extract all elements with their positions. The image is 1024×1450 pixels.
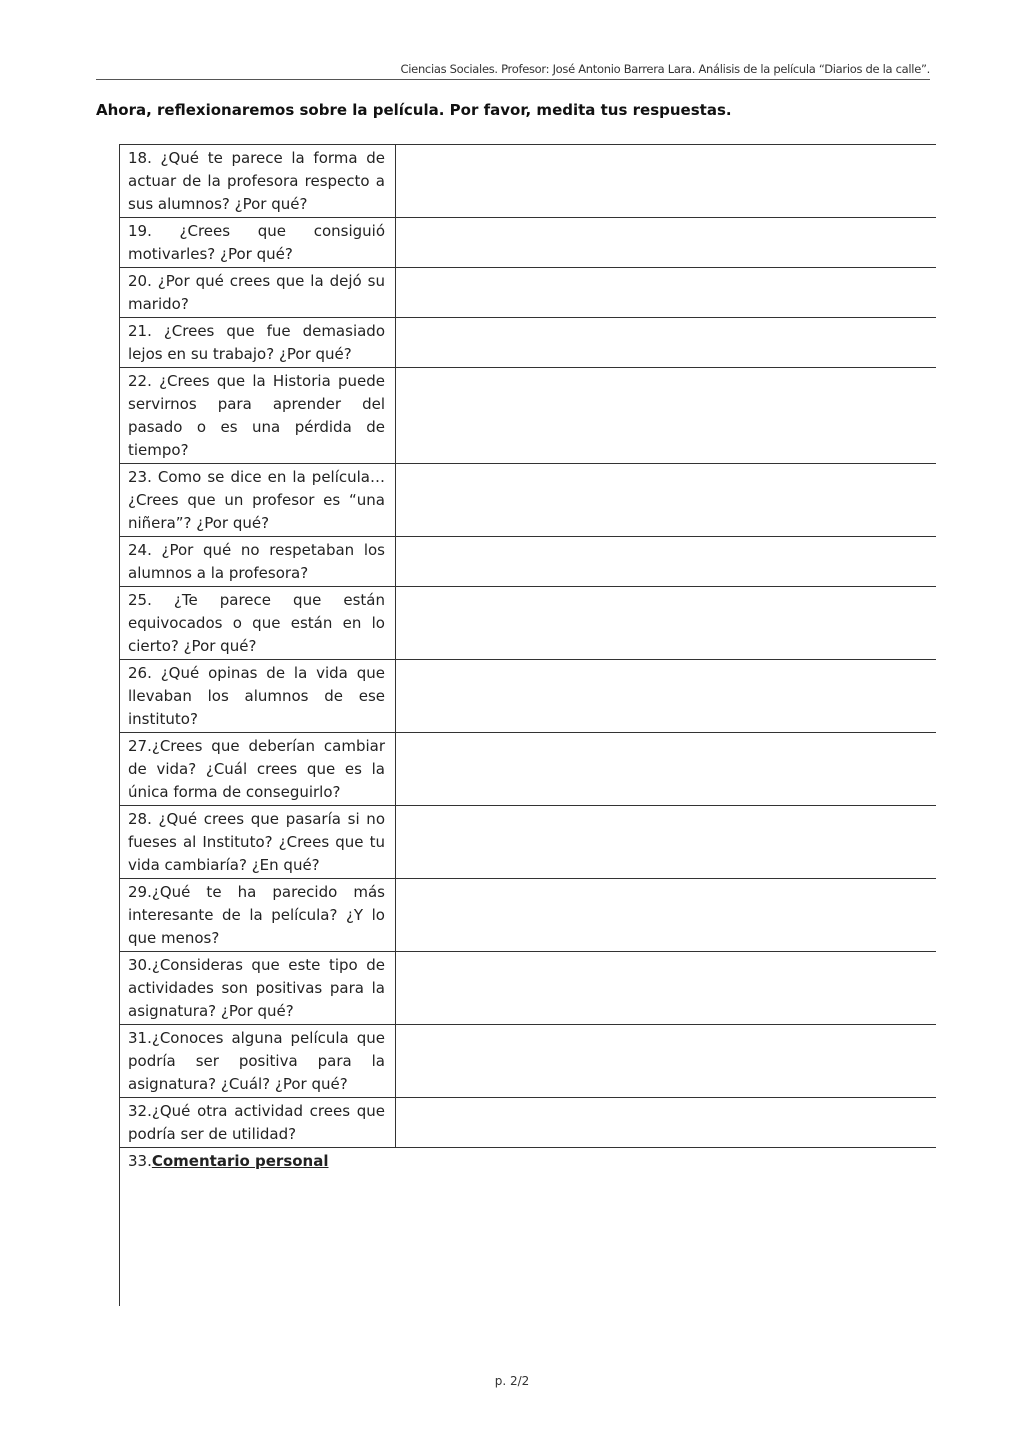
question-text: 30.¿Consideras que este tipo de actividades son positivas para la asignatura? ¿Por qué? [120, 952, 396, 1025]
question-text: 21. ¿Crees que fue demasiado lejos en su trabajo? ¿Por qué? [120, 318, 396, 368]
question-row [120, 218, 937, 268]
question-text: 24. ¿Por qué no respetaban los alumnos a la profesora? [120, 537, 396, 587]
answer-cell[interactable] [396, 1025, 937, 1098]
question-text: 31.¿Conoces alguna película que podría ser positiva para la asignatura? ¿Cuál? ¿Por qué? [120, 1025, 396, 1098]
question-row [120, 464, 937, 537]
question-row [120, 318, 937, 368]
question-text: 26. ¿Qué opinas de la vida que llevaban los alumnos de ese instituto? [120, 660, 396, 733]
answer-cell[interactable] [396, 464, 937, 537]
question-text: 23. Como se dice en la película… ¿Crees que un profesor es “una niñera”? ¿Por qué? [120, 464, 396, 537]
personal-comment-cell[interactable] [120, 1148, 396, 1307]
question-text: 27.¿Crees que deberían cambiar de vida? ¿Cuál crees que es la única forma de conseguirlo? [120, 733, 396, 806]
answer-cell[interactable] [396, 1098, 937, 1148]
answer-cell[interactable] [396, 879, 937, 952]
question-text: 29.¿Qué te ha parecido más interesante de la película? ¿Y lo que menos? [120, 879, 396, 952]
answer-cell[interactable] [396, 318, 937, 368]
question-row [120, 952, 937, 1025]
intro-instruction: Ahora, reflexionaremos sobre la película. Por favor, medita tus respuestas. [96, 101, 732, 119]
question-row [120, 806, 937, 879]
question-row [120, 145, 937, 218]
page-header: Ciencias Sociales. Profesor: José Antonio Barrera Lara. Análisis de la película “Diarios de la calle”. [400, 62, 930, 76]
question-row [120, 1025, 937, 1098]
answer-cell[interactable] [396, 806, 937, 879]
answer-cell[interactable] [396, 537, 937, 587]
question-text: 22. ¿Crees que la Historia puede servirnos para aprender del pasado o es una pérdida de tiempo? [120, 368, 396, 464]
question-text: 32.¿Qué otra actividad crees que podría ser de utilidad? [120, 1098, 396, 1148]
question-text: 20. ¿Por qué crees que la dejó su marido? [120, 268, 396, 318]
question-text: 18. ¿Qué te parece la forma de actuar de la profesora respecto a sus alumnos? ¿Por qué? [120, 145, 396, 218]
answer-cell[interactable] [396, 218, 937, 268]
question-row [120, 268, 937, 318]
question-row [120, 660, 937, 733]
question-row [120, 587, 937, 660]
question-row [120, 733, 937, 806]
question-row [120, 1098, 937, 1148]
answer-cell[interactable] [396, 368, 937, 464]
personal-comment-number: 33. [128, 1152, 152, 1170]
personal-comment-row [120, 1148, 937, 1307]
question-text: 19. ¿Crees que consiguió motivarles? ¿Por qué? [120, 218, 396, 268]
questions-table [119, 144, 936, 1306]
answer-cell[interactable] [396, 733, 937, 806]
header-rule [96, 79, 930, 80]
answer-cell[interactable] [396, 587, 937, 660]
answer-cell[interactable] [396, 145, 937, 218]
answer-cell[interactable] [396, 268, 937, 318]
question-row [120, 879, 937, 952]
question-row [120, 537, 937, 587]
question-text: 28. ¿Qué crees que pasaría si no fueses al Instituto? ¿Crees que tu vida cambiaría? ¿En qué? [120, 806, 396, 879]
personal-comment-label: Comentario personal [151, 1152, 329, 1170]
answer-cell[interactable] [396, 952, 937, 1025]
personal-comment-space[interactable] [396, 1148, 937, 1307]
question-row [120, 368, 937, 464]
answer-cell[interactable] [396, 660, 937, 733]
question-text: 25. ¿Te parece que están equivocados o que están en lo cierto? ¿Por qué? [120, 587, 396, 660]
page-number: p. 2/2 [494, 1374, 530, 1388]
